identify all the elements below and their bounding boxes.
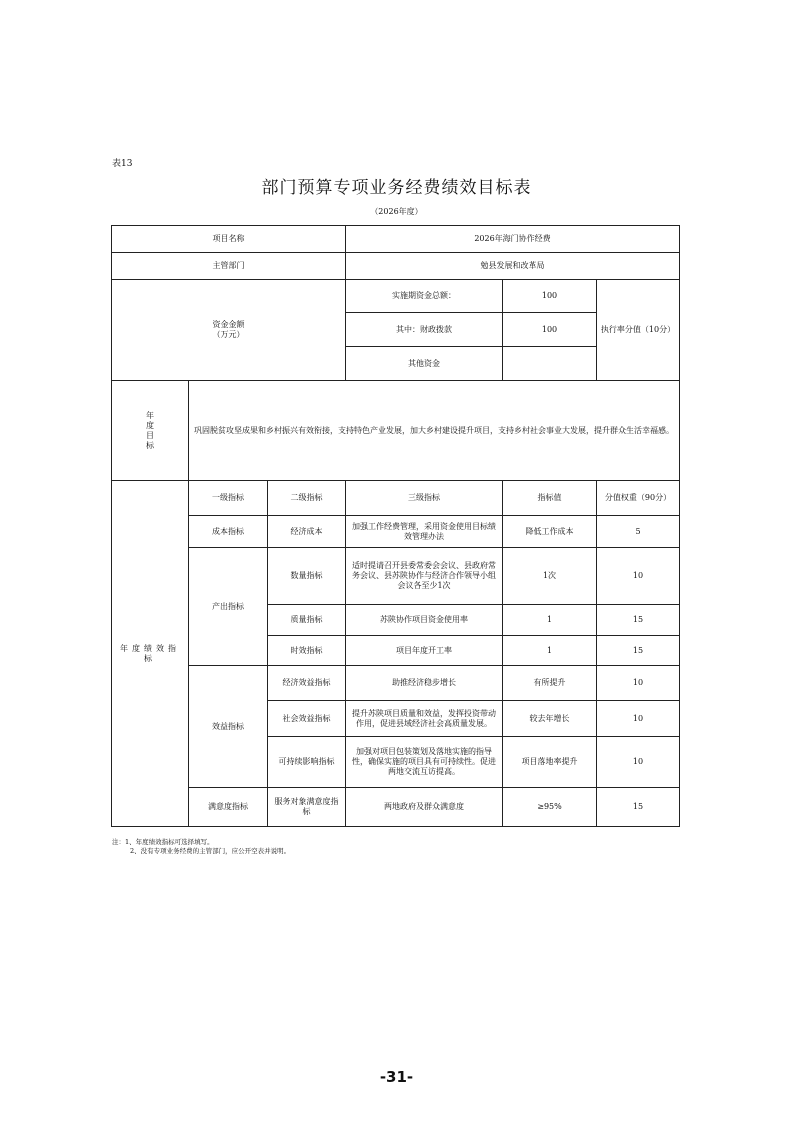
benefit-sustainable-value: 项目落地率提升 xyxy=(503,737,597,788)
page-number: -31- xyxy=(379,1068,414,1086)
project-name-value: 2026年海门协作经费 xyxy=(346,226,680,253)
annual-goal-text: 巩固脱贫攻坚成果和乡村振兴有效衔接，支持特色产业发展，加大乡村建设提升项目，支持乡村社会事业大发展，提升群众生活幸福感。 xyxy=(189,381,680,481)
output-timeliness-level2: 时效指标 xyxy=(268,636,346,666)
header-level2: 二级指标 xyxy=(268,481,346,516)
output-level1: 产出指标 xyxy=(189,548,268,666)
funds-other-label: 其他资金 xyxy=(346,347,503,381)
satisfaction-level1: 满意度指标 xyxy=(189,788,268,827)
row-department xyxy=(112,253,680,280)
benefit-social-level2: 社会效益指标 xyxy=(268,701,346,737)
output-quality-level2: 质量指标 xyxy=(268,605,346,636)
header-value: 指标值 xyxy=(503,481,597,516)
cost-level1: 成本指标 xyxy=(189,516,268,548)
row-cost xyxy=(112,516,680,548)
satisfaction-weight: 15 xyxy=(597,788,680,827)
output-quantity-weight: 10 xyxy=(597,548,680,605)
row-annual-goal xyxy=(112,381,680,481)
cost-level3: 加强工作经费管理，采用资金使用目标绩效管理办法 xyxy=(346,516,503,548)
benefit-social-weight: 10 xyxy=(597,701,680,737)
row-indicator-headers xyxy=(112,481,680,516)
funds-fiscal-value: 100 xyxy=(503,313,597,347)
department-value: 勉县发展和改革局 xyxy=(346,253,680,280)
header-weight: 分值权重（90分） xyxy=(597,481,680,516)
output-quality-value: 1 xyxy=(503,605,597,636)
benefit-economic-value: 有所提升 xyxy=(503,666,597,701)
benefit-social-value: 较去年增长 xyxy=(503,701,597,737)
header-level1: 一级指标 xyxy=(189,481,268,516)
department-label: 主管部门 xyxy=(112,253,346,280)
funds-label-line1: 资金金额 xyxy=(212,320,245,329)
benefit-sustainable-level3: 加强对项目包装策划及落地实施的指导性，确保实施的项目具有可持续性。促进两地交流互访提高。 xyxy=(346,737,503,788)
output-quantity-level2: 数量指标 xyxy=(268,548,346,605)
output-timeliness-level3: 项目年度开工率 xyxy=(346,636,503,666)
satisfaction-level2: 服务对象满意度指标 xyxy=(268,788,346,827)
funds-fiscal-label: 其中：财政拨款 xyxy=(346,313,503,347)
satisfaction-value: ≥95% xyxy=(503,788,597,827)
output-quantity-value: 1次 xyxy=(503,548,597,605)
funds-label xyxy=(112,280,346,381)
indicators-label: 年度绩效指标 xyxy=(112,481,189,827)
funds-other-value xyxy=(503,347,597,381)
benefit-sustainable-weight: 10 xyxy=(597,737,680,788)
funds-label-line2: （万元） xyxy=(212,330,245,339)
benefit-economic-level2: 经济效益指标 xyxy=(268,666,346,701)
annual-goal-label: 年度目标 xyxy=(112,381,189,481)
funds-total-value: 100 xyxy=(503,280,597,313)
benefit-sustainable-level2: 可持续影响指标 xyxy=(268,737,346,788)
output-quality-weight: 15 xyxy=(597,605,680,636)
table-number: 表13 xyxy=(112,159,133,169)
cost-value: 降低工作成本 xyxy=(503,516,597,548)
cost-weight: 5 xyxy=(597,516,680,548)
output-timeliness-value: 1 xyxy=(503,636,597,666)
header-level3: 三级指标 xyxy=(346,481,503,516)
output-timeliness-weight: 15 xyxy=(597,636,680,666)
year-subtitle: （2026年度） xyxy=(370,207,423,216)
cost-level2: 经济成本 xyxy=(268,516,346,548)
row-output-quantity xyxy=(112,548,680,605)
row-benefit-economic xyxy=(112,666,680,701)
output-quantity-level3: 适时提请召开县委常委会会议、县政府常务会议、县苏陕协作与经济合作领导小组会议各至少1次 xyxy=(346,548,503,605)
row-funds-total xyxy=(112,280,680,313)
benefit-economic-level3: 助推经济稳步增长 xyxy=(346,666,503,701)
satisfaction-level3: 两地政府及群众满意度 xyxy=(346,788,503,827)
performance-target-table xyxy=(111,225,680,827)
footnote-2: 2、没有专项业务经费的主管部门，应公开空表并说明。 xyxy=(130,846,291,855)
benefit-level1: 效益指标 xyxy=(189,666,268,788)
row-satisfaction xyxy=(112,788,680,827)
execution-score: 执行率分值（10分） xyxy=(597,280,680,381)
page-title: 部门预算专项业务经费绩效目标表 xyxy=(261,178,532,198)
benefit-social-level3: 提升苏陕项目质量和效益，发挥投资带动作用，促进县域经济社会高质量发展。 xyxy=(346,701,503,737)
footnotes xyxy=(112,838,290,856)
footnote-1: 注：1、年度绩效指标可选择填写。 xyxy=(112,838,214,846)
row-project-name xyxy=(112,226,680,253)
output-quality-level3: 苏陕协作项目资金使用率 xyxy=(346,605,503,636)
benefit-economic-weight: 10 xyxy=(597,666,680,701)
project-name-label: 项目名称 xyxy=(112,226,346,253)
funds-total-label: 实施期资金总额： xyxy=(346,280,503,313)
